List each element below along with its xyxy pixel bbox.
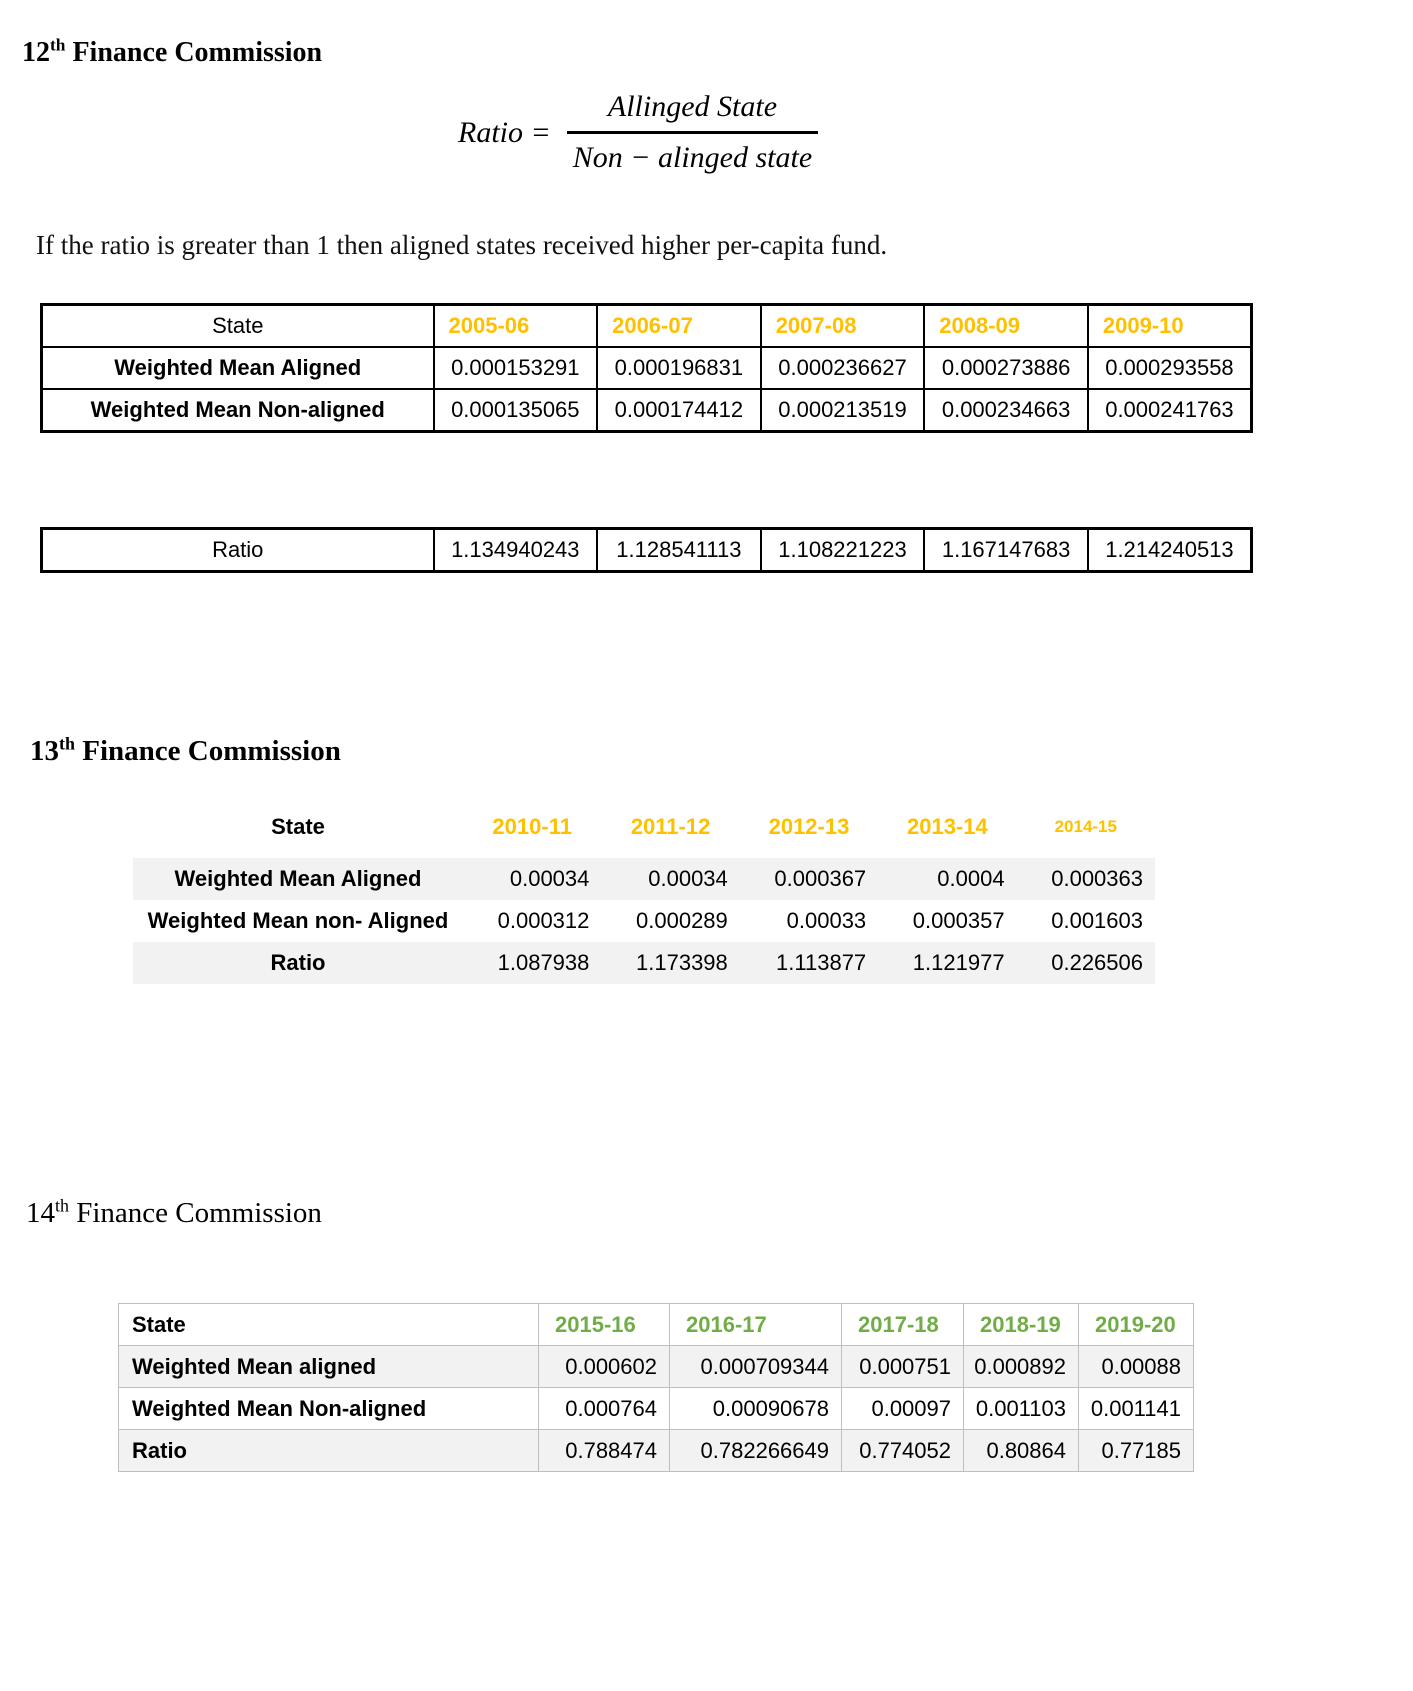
row-label: Ratio [119, 1430, 539, 1472]
value-cell: 0.00034 [601, 858, 739, 900]
value-cell: 1.113877 [740, 942, 878, 984]
formula-denominator: Non − alinged state [572, 141, 813, 174]
fc12-header-year: 2008-09 [924, 305, 1088, 348]
fc12-title-text: Finance Commission [65, 36, 323, 68]
value-cell: 0.77185 [1079, 1430, 1194, 1472]
fc14-title-text: Finance Commission [68, 1197, 322, 1230]
fc13-header-year: 2012-13 [768, 814, 850, 839]
value-cell: 0.000196831 [597, 347, 761, 389]
value-cell: 0.226506 [1017, 942, 1155, 984]
value-cell: 0.00088 [1079, 1346, 1194, 1388]
row-label: Weighted Mean Non-aligned [42, 389, 434, 432]
value-cell: 0.80864 [964, 1430, 1079, 1472]
value-cell: 1.121977 [878, 942, 1016, 984]
fc14-header-year: 2015-16 [539, 1304, 670, 1346]
fc12-header-year: 2006-07 [597, 305, 761, 348]
table-row [42, 347, 1252, 389]
fc14-header-year: 2016-17 [670, 1304, 842, 1346]
value-cell: 0.000709344 [670, 1346, 842, 1388]
value-cell: 0.000273886 [924, 347, 1088, 389]
value-cell: 0.000892 [964, 1346, 1079, 1388]
value-cell: 0.00090678 [670, 1388, 842, 1430]
fc14-header-year: 2019-20 [1079, 1304, 1194, 1346]
value-cell: 0.000602 [539, 1346, 670, 1388]
table-row [119, 1346, 1194, 1388]
value-cell: 1.128541113 [597, 529, 761, 572]
row-label: Weighted Mean Non-aligned [119, 1388, 539, 1430]
value-cell: 0.001141 [1079, 1388, 1194, 1430]
fc14-header-state: State [119, 1304, 539, 1346]
value-cell: 1.108221223 [761, 529, 925, 572]
table-row [42, 389, 1252, 432]
value-cell: 0.774052 [842, 1430, 964, 1472]
fc14-header-year: 2017-18 [842, 1304, 964, 1346]
fc13-title-ordinal-suffix: th [59, 733, 75, 754]
value-cell: 0.00033 [786, 908, 867, 933]
fc13-header-year: 2010-11 [492, 814, 572, 839]
fc12-ratio-table [40, 527, 1253, 573]
row-label: Weighted Mean Aligned [133, 858, 463, 900]
fc13-title-number: 13 [30, 735, 59, 768]
value-cell: 0.000367 [740, 858, 878, 900]
formula-lhs: Ratio = [458, 115, 551, 149]
fc13-table-header-row [133, 806, 1155, 848]
value-cell: 0.000234663 [924, 389, 1088, 432]
fc13-title [30, 735, 341, 768]
value-cell: 0.00034 [463, 858, 601, 900]
ratio-explanation-text: If the ratio is greater than 1 then aligned states received higher per-capita fund. [36, 230, 888, 260]
fc12-title-ordinal-suffix: th [50, 35, 66, 55]
value-cell: 1.173398 [601, 942, 739, 984]
value-cell: 0.000213519 [761, 389, 925, 432]
table-row [42, 529, 1252, 572]
formula-fraction [567, 90, 818, 175]
value-cell: 0.000241763 [1088, 389, 1252, 432]
fc13-header-year: 2013-14 [906, 814, 988, 839]
value-cell: 0.001603 [1051, 908, 1143, 933]
value-cell: 0.00097 [842, 1388, 964, 1430]
table-row [133, 942, 1155, 984]
value-cell: 0.000363 [1017, 858, 1155, 900]
fc12-header-year: 2009-10 [1088, 305, 1252, 348]
value-cell: 0.788474 [539, 1430, 670, 1472]
value-cell: 0.000236627 [761, 347, 925, 389]
row-label: Ratio [133, 942, 463, 984]
fc13-header-year: 2014-15 [1054, 817, 1117, 836]
fc12-table [40, 303, 1253, 433]
fc14-title-number: 14 [26, 1197, 55, 1230]
fc14-header-year: 2018-19 [964, 1304, 1079, 1346]
fc13-header-year: 2011-12 [630, 814, 711, 839]
fc12-header-state: State [42, 305, 434, 348]
formula-numerator: Allinged State [607, 90, 778, 123]
row-label: Weighted Mean aligned [119, 1346, 539, 1388]
value-cell: 1.167147683 [924, 529, 1088, 572]
value-cell: 0.001103 [964, 1388, 1079, 1430]
value-cell: 0.000135065 [434, 389, 598, 432]
fc13-header-state: State [271, 814, 325, 839]
fc14-title-ordinal-suffix: th [55, 1195, 69, 1216]
fc14-title [26, 1197, 322, 1230]
value-cell: 0.000293558 [1088, 347, 1252, 389]
fc13-title-text: Finance Commission [74, 735, 341, 768]
row-label: Weighted Mean Aligned [42, 347, 434, 389]
table-row [133, 858, 1155, 900]
fc12-header-year: 2005-06 [434, 305, 598, 348]
table-spacer-row [133, 848, 1155, 858]
fc12-title [22, 37, 322, 69]
value-cell: 0.000174412 [597, 389, 761, 432]
value-cell: 0.0004 [878, 858, 1016, 900]
ratio-formula [458, 90, 818, 175]
value-cell: 0.000289 [636, 908, 728, 933]
table-row [119, 1388, 1194, 1430]
fc14-table [118, 1303, 1194, 1472]
value-cell: 0.000153291 [434, 347, 598, 389]
value-cell: 0.782266649 [670, 1430, 842, 1472]
fc14-table-header-row [119, 1304, 1194, 1346]
value-cell: 0.000764 [539, 1388, 670, 1430]
fc12-header-year: 2007-08 [761, 305, 925, 348]
value-cell: 1.087938 [463, 942, 601, 984]
fc13-table [133, 806, 1155, 984]
value-cell: 1.134940243 [434, 529, 598, 572]
row-label: Ratio [42, 529, 434, 572]
value-cell: 1.214240513 [1088, 529, 1252, 572]
value-cell: 0.000751 [842, 1346, 964, 1388]
fc12-title-number: 12 [22, 36, 50, 68]
value-cell: 0.000312 [497, 908, 590, 933]
fc12-table-header-row [42, 305, 1252, 348]
table-row [133, 900, 1155, 942]
table-row [119, 1430, 1194, 1472]
value-cell: 0.000357 [912, 908, 1005, 933]
row-label: Weighted Mean non- Aligned [147, 908, 449, 933]
